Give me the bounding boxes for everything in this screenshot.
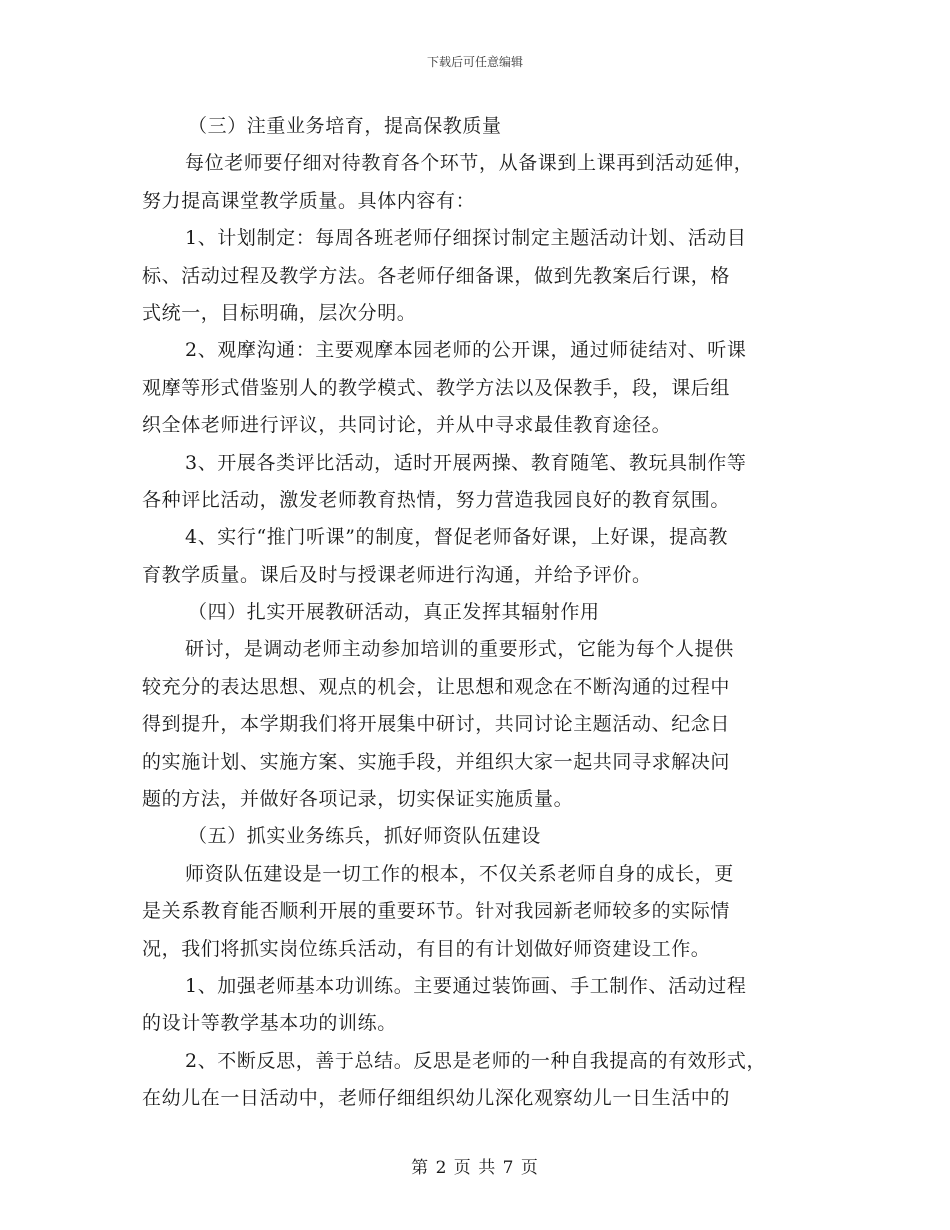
page-header-note: 下载后可任意编辑 bbox=[426, 55, 523, 69]
paragraph-line: 师资队伍建设是一切工作的根本，不仅关系老师自身的成长，更 bbox=[185, 862, 734, 885]
paragraph-line: 1、加强老师基本功训练。主要通过装饰画、手工制作、活动过程 bbox=[185, 974, 747, 997]
paragraph-line: 得到提升，本学期我们将开展集中研讨，共同讨论主题活动、纪念日 bbox=[142, 713, 731, 736]
paragraph-line: 每位老师要仔细对待教育各个环节，从备课到上课再到活动延伸， bbox=[185, 152, 754, 175]
paragraph-line: 3、开展各类评比活动，适时开展两操、教育随笔、教玩具制作等 bbox=[185, 451, 747, 474]
section-heading-4: （四）扎实开展教研活动，真正发挥其辐射作用 bbox=[188, 601, 600, 624]
paragraph-line: 是关系教育能否顺利开展的重要环节。针对我园新老师较多的实际情 bbox=[142, 900, 731, 923]
paragraph-line: 式统一，目标明确，层次分明。 bbox=[142, 301, 417, 324]
paragraph-line: 的实施计划、实施方案、实施手段，并组织大家一起共同寻求解决问 bbox=[142, 750, 731, 773]
paragraph-line: 在幼儿在一日活动中，老师仔细组织幼儿深化观察幼儿一日生活中的 bbox=[142, 1087, 731, 1110]
paragraph-line: 标、活动过程及教学方法。各老师仔细备课，做到先教案后行课，格 bbox=[142, 264, 731, 287]
paragraph-line: 织全体老师进行评议，共同讨论，并从中寻求最佳教育途径。 bbox=[142, 414, 672, 437]
paragraph-line: 2、不断反思，善于总结。反思是老师的一种自我提高的有效形式， bbox=[185, 1049, 767, 1072]
paragraph-line: 1、计划制定：每周各班老师仔细探讨制定主题活动计划、活动目 bbox=[185, 227, 747, 250]
document-body bbox=[142, 108, 822, 1118]
section-heading-3: （三）注重业务培育，提高保教质量 bbox=[188, 115, 502, 137]
paragraph-line: 4、实行“推门听课”的制度，督促老师备好课，上好课，提高教 bbox=[185, 526, 728, 549]
paragraph-line: 较充分的表达思想、观点的机会，让思想和观念在不断沟通的过程中 bbox=[142, 675, 731, 698]
section-heading-5: （五）抓实业务练兵，抓好师资队伍建设 bbox=[188, 825, 541, 848]
paragraph-line: 2、观摩沟通：主要观摩本园老师的公开课，通过师徒结对、听课 bbox=[185, 339, 747, 362]
paragraph-line: 各种评比活动，激发老师教育热情，努力营造我园良好的教育氛围。 bbox=[142, 488, 731, 511]
paragraph-line: 观摩等形式借鉴别人的教学模式、教学方法以及保教手，段，课后组 bbox=[142, 376, 731, 399]
page-number-footer: 第 2 页 共 7 页 bbox=[411, 1158, 539, 1178]
paragraph-line: 况，我们将抓实岗位练兵活动，有目的有计划做好师资建设工作。 bbox=[142, 937, 711, 960]
paragraph-line: 努力提高课堂教学质量。具体内容有： bbox=[142, 189, 476, 212]
paragraph-line: 的设计等教学基本功的训练。 bbox=[142, 1012, 397, 1035]
paragraph-line: 题的方法，并做好各项记录，切实保证实施质量。 bbox=[142, 788, 574, 811]
paragraph-line: 研讨，是调动老师主动参加培训的重要形式，它能为每个人提供 bbox=[185, 638, 734, 661]
paragraph-line: 育教学质量。课后及时与授课老师进行沟通，并给予评价。 bbox=[142, 563, 652, 586]
